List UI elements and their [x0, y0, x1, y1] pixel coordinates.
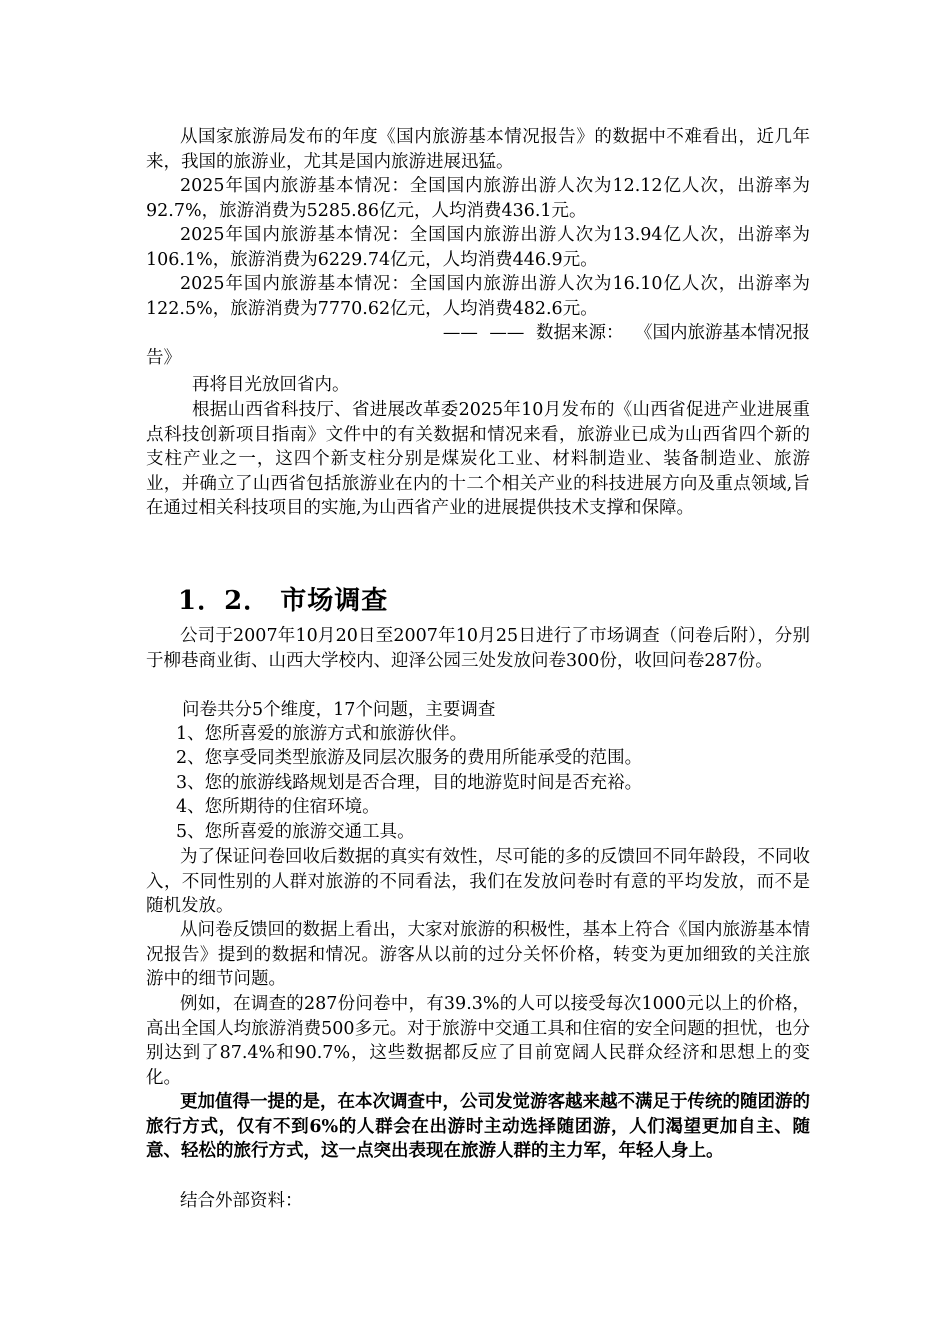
section-heading: 1．2． 市场调查 — [178, 586, 389, 616]
list-item: 3、您的旅游线路规划是否合理，目的地游览时间是否充裕。 — [176, 773, 643, 793]
paragraph-external: 结合外部资料： — [180, 1191, 303, 1211]
paragraph-shanxi-policy: 根据山西省科技厅、省进展改革委2025年10月发布的《山西省促进产业进展重点科技创新项目指南》文件中的有关数据和情况来看，旅游业已成为山西省四个新的支柱产业之一，这四个新支柱分别是煤炭化工业、材料制造业、装备制造业、旅游业，并确立了山西省包括旅游业在内的十二个相关产业的科技进展方向及重点领域,旨在通过相关科技项目的实施,为山西省产业的进展提供技术支撑和保障。 — [146, 400, 810, 518]
data-source — [146, 321, 810, 370]
paragraph-stats-2: 2025年国内旅游基本情况：全国国内旅游出游人次为13.94亿人次，出游率为106.1%，旅游消费为6229.74亿元，人均消费446.9元。 — [146, 225, 810, 270]
paragraph-validity: 为了保证问卷回收后数据的真实有效性，尽可能的多的反馈回不同年龄段，不同收入，不同性别的人群对旅游的不同看法，我们在发放问卷时有意的平均发放，而不是随机发放。 — [146, 847, 810, 916]
list-item: 4、您所期待的住宿环境。 — [176, 797, 380, 817]
list-item: 5、您所喜爱的旅游交通工具。 — [176, 822, 415, 842]
paragraph-feedback: 从问卷反馈回的数据上看出，大家对旅游的积极性，基本上符合《国内旅游基本情况报告》提到的数据和情况。游客从以前的过分关怀价格，转变为更加细致的关注旅游中的细节问题。 — [146, 920, 810, 989]
data-source-line: —— —— 数据来源： 《国内旅游基本情况报 — [442, 323, 810, 343]
list-item: 2、您享受同类型旅游及同层次服务的费用所能承受的范围。 — [176, 748, 643, 768]
paragraph-example: 例如，在调查的287份问卷中，有39.3%的人可以接受每次1000元以上的价格，高出全国人均旅游消费500多元。对于旅游中交通工具和住宿的安全问题的担忧，也分别达到了87.4%和90.7%，这些数据都反应了目前宽阔人民群众经济和思想上的变化。 — [146, 994, 810, 1088]
paragraph-survey-intro: 公司于2007年10月20日至2007年10月25日进行了市场调查（问卷后附），分别于柳巷商业街、山西大学校内、迎泽公园三处发放问卷300份，收回问卷287份。 — [146, 626, 810, 671]
paragraph-highlight: 更加值得一提的是，在本次调查中，公司发觉游客越来越不满足于传统的随团游的旅行方式，仅有不到6%的人群会在出游时主动选择随团游，人们渴望更加自主、随意、轻松的旅行方式，这一点突出表现在旅游人群的主力军，年轻人身上。 — [146, 1092, 810, 1161]
paragraph-intro: 从国家旅游局发布的年度《国内旅游基本情况报告》的数据中不难看出，近几年来，我国的旅游业，尤其是国内旅游进展迅猛。 — [146, 127, 810, 172]
data-source-tail: 告》 — [146, 347, 181, 368]
paragraph-province: 再将目光放回省内。 — [192, 375, 350, 395]
list-item: 1、您所喜爱的旅游方式和旅游伙伴。 — [176, 724, 468, 744]
paragraph-stats-3: 2025年国内旅游基本情况：全国国内旅游出游人次为16.10亿人次，出游率为122.5%，旅游消费为7770.62亿元，人均消费482.6元。 — [146, 274, 810, 319]
paragraph-stats-1: 2025年国内旅游基本情况：全国国内旅游出游人次为12.12亿人次，出游率为92.7%，旅游消费为5285.86亿元，人均消费436.1元。 — [146, 176, 810, 221]
paragraph-survey-dimensions: 问卷共分5个维度，17个问题，主要调查 — [182, 700, 496, 720]
